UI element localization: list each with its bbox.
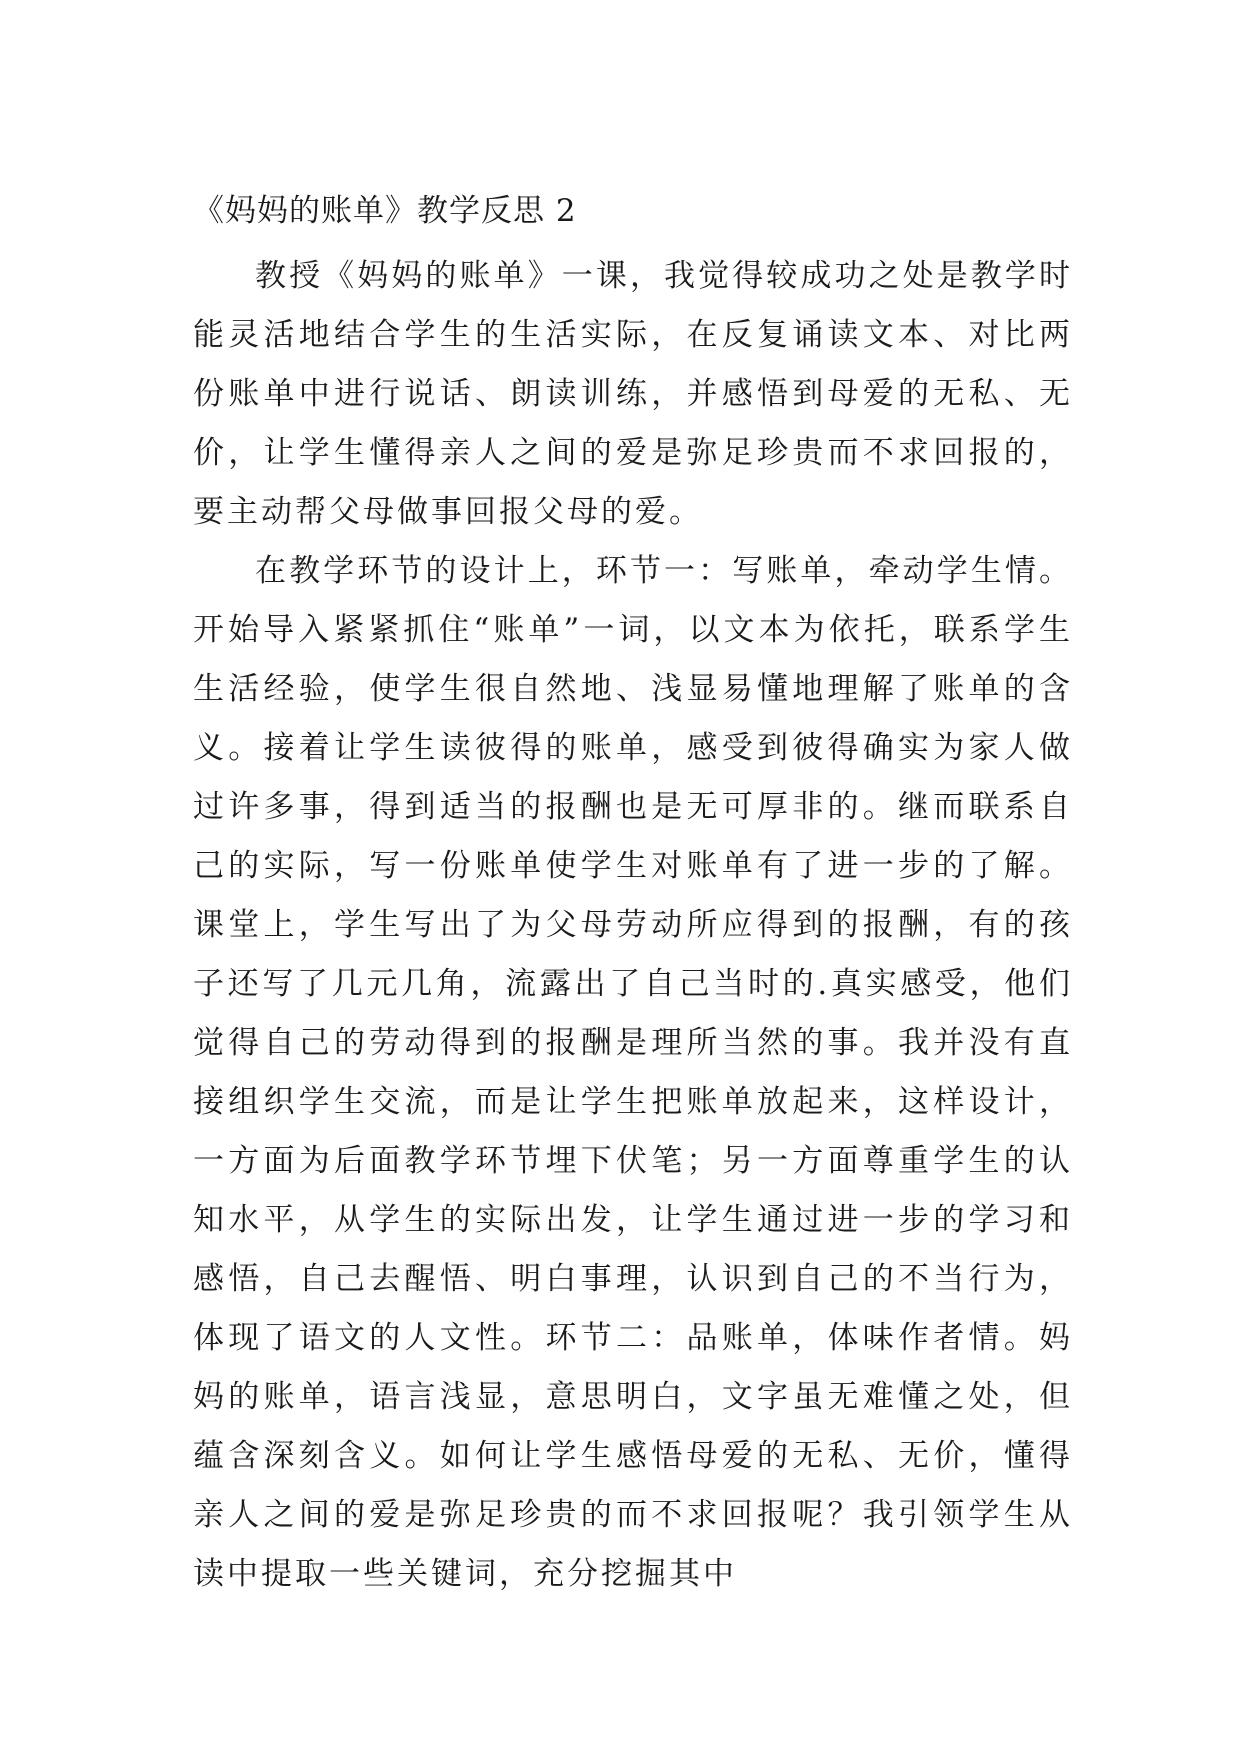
paragraph-2: 在教学环节的设计上，环节一：写账单，牵动学生情。开始导入紧紧抓住“账单”一词，以文本为依托，联系学生生活经验，使学生很自然地、浅显易懂地理解了账单的含义。接着让学生读彼得的账单，感受到彼得确实为家人做过许多事，得到适当的报酬也是无可厚非的。继而联系自己的实际，写一份账单使学生对账单有了进一步的了解。课堂上，学生写出了为父母劳动所应得到的报酬，有的孩子还写了几元几角，流露出了自己当时的.真实感受，他们觉得自己的劳动得到的报酬是理所当然的事。我并没有直接组织学生交流，而是让学生把账单放起来，这样设计，一方面为后面教学环节埋下伏笔；另一方面尊重学生的认知水平，从学生的实际出发，让学生通过进一步的学习和感悟，自己去醒悟、明白事理，认识到自己的不当行为，体现了语文的人文性。环节二：品账单，体味作者情。妈妈的账单，语言浅显，意思明白，文字虽无难懂之处，但蕴含深刻含义。如何让学生感悟母爱的无私、无价，懂得亲人之间的爱是弥足珍贵的而不求回报呢？我引领学生从读中提取一些关键词，充分挖掘其中 <box>193 553 1073 1592</box>
document-body <box>193 190 1073 1604</box>
document-title: 《妈妈的账单》教学反思 2 <box>193 193 577 229</box>
paragraph-1: 教授《妈妈的账单》一课，我觉得较成功之处是教学时能灵活地结合学生的生活实际，在反复诵读文本、对比两份账单中进行说话、朗读训练，并感悟到母爱的无私、无价，让学生懂得亲人之间的爱是弥足珍贵而不求回报的，要主动帮父母做事回报父母的爱。 <box>193 258 1073 530</box>
